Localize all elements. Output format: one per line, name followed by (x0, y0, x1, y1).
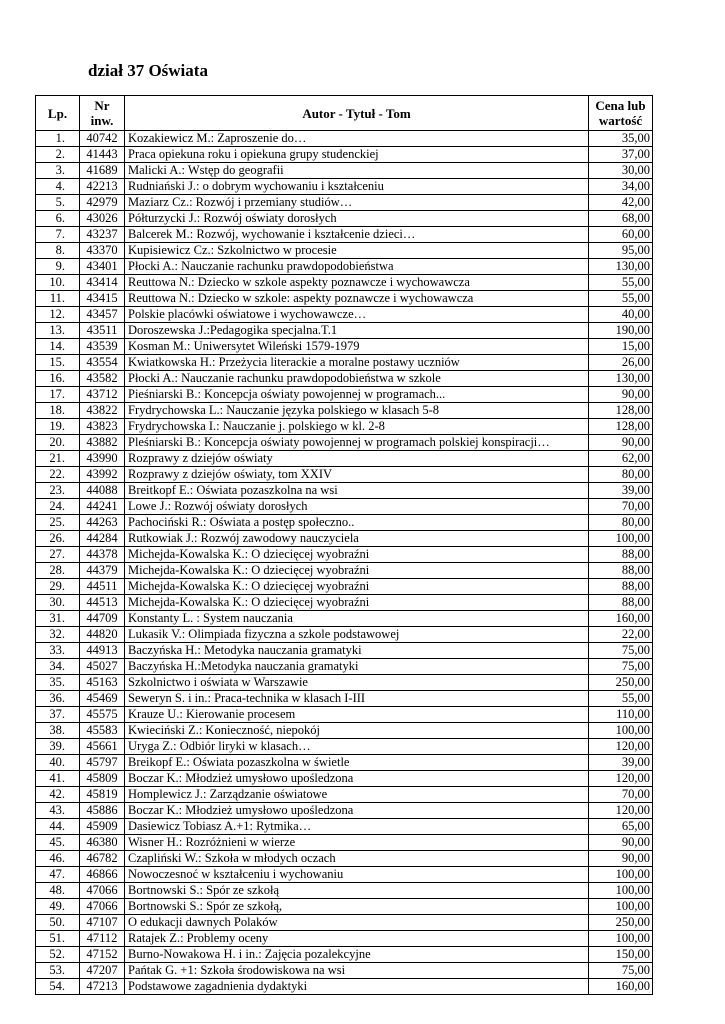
row-inventory-number: 44513 (80, 595, 125, 611)
row-inventory-number: 43026 (80, 211, 125, 227)
row-author-title: Rozprawy z dziejów oświaty, tom XXIV (125, 467, 589, 483)
row-price: 120,00 (589, 803, 653, 819)
row-lp: 12. (36, 307, 80, 323)
row-inventory-number: 44263 (80, 515, 125, 531)
header-author-title: Autor - Tytuł - Tom (125, 96, 589, 131)
row-inventory-number: 44241 (80, 499, 125, 515)
row-lp: 6. (36, 211, 80, 227)
row-inventory-number: 45809 (80, 771, 125, 787)
row-author-title: Frydrychowska I.: Nauczanie j. polskiego w kl. 2-8 (125, 419, 589, 435)
row-inventory-number: 45661 (80, 739, 125, 755)
row-lp: 34. (36, 659, 80, 675)
row-inventory-number: 44088 (80, 483, 125, 499)
row-inventory-number: 43401 (80, 259, 125, 275)
row-author-title: Lukasik V.: Olimpiada fizyczna a szkole podstawowej (125, 627, 589, 643)
row-author-title: Reuttowa N.: Dziecko w szkole aspekty poznawcze i wychowawcza (125, 275, 589, 291)
row-lp: 42. (36, 787, 80, 803)
row-author-title: Lowe J.: Rozwój oświaty dorosłych (125, 499, 589, 515)
row-author-title: Bortnowski S.: Spór ze szkołą (125, 883, 589, 899)
row-lp: 48. (36, 883, 80, 899)
row-price: 130,00 (589, 259, 653, 275)
row-lp: 36. (36, 691, 80, 707)
row-lp: 3. (36, 163, 80, 179)
row-inventory-number: 43414 (80, 275, 125, 291)
row-price: 65,00 (589, 819, 653, 835)
row-price: 60,00 (589, 227, 653, 243)
row-inventory-number: 43511 (80, 323, 125, 339)
row-price: 100,00 (589, 723, 653, 739)
row-lp: 41. (36, 771, 80, 787)
table-row (36, 323, 653, 339)
table-row (36, 675, 653, 691)
table-row (36, 547, 653, 563)
row-author-title: Nowoczesnoć w kształceniu i wychowaniu (125, 867, 589, 883)
row-author-title: Boczar K.: Młodzież umysłowo upośledzona (125, 771, 589, 787)
row-price: 120,00 (589, 771, 653, 787)
header-inventory-number (80, 96, 125, 131)
row-price: 37,00 (589, 147, 653, 163)
row-lp: 10. (36, 275, 80, 291)
row-lp: 30. (36, 595, 80, 611)
row-inventory-number: 47066 (80, 883, 125, 899)
row-inventory-number: 47207 (80, 963, 125, 979)
row-lp: 24. (36, 499, 80, 515)
table-row (36, 579, 653, 595)
row-author-title: Michejda-Kowalska K.: O dziecięcej wyobraźni (125, 579, 589, 595)
row-author-title: Malicki A.: Wstęp do geografii (125, 163, 589, 179)
row-inventory-number: 47152 (80, 947, 125, 963)
row-author-title: Bortnowski S.: Spór ze szkołą, (125, 899, 589, 915)
row-price: 68,00 (589, 211, 653, 227)
row-inventory-number: 45819 (80, 787, 125, 803)
row-price: 110,00 (589, 707, 653, 723)
row-inventory-number: 43712 (80, 387, 125, 403)
row-author-title: Balcerek M.: Rozwój, wychowanie i kształcenie dzieci… (125, 227, 589, 243)
table-row (36, 451, 653, 467)
row-author-title: Wisner H.: Rozróżnieni w wierze (125, 835, 589, 851)
row-lp: 47. (36, 867, 80, 883)
row-lp: 51. (36, 931, 80, 947)
table-row (36, 403, 653, 419)
row-price: 90,00 (589, 387, 653, 403)
row-lp: 46. (36, 851, 80, 867)
table-row (36, 643, 653, 659)
row-price: 250,00 (589, 915, 653, 931)
row-lp: 50. (36, 915, 80, 931)
page-title: dział 37 Oświata (88, 61, 208, 80)
row-lp: 26. (36, 531, 80, 547)
row-author-title: Michejda-Kowalska K.: O dziecięcej wyobraźni (125, 563, 589, 579)
row-inventory-number: 44379 (80, 563, 125, 579)
row-lp: 40. (36, 755, 80, 771)
table-row (36, 515, 653, 531)
row-price: 88,00 (589, 595, 653, 611)
table-row (36, 563, 653, 579)
row-author-title: O edukacji dawnych Polaków (125, 915, 589, 931)
row-lp: 54. (36, 979, 80, 995)
row-inventory-number: 45163 (80, 675, 125, 691)
row-price: 26,00 (589, 355, 653, 371)
row-price: 55,00 (589, 275, 653, 291)
table-row (36, 467, 653, 483)
row-price: 128,00 (589, 403, 653, 419)
row-author-title: Frydrychowska L.: Nauczanie języka polskiego w klasach 5-8 (125, 403, 589, 419)
row-price: 88,00 (589, 547, 653, 563)
header-price (589, 96, 653, 131)
row-lp: 8. (36, 243, 80, 259)
row-price: 30,00 (589, 163, 653, 179)
row-inventory-number: 43415 (80, 291, 125, 307)
table-row (36, 291, 653, 307)
row-author-title: Boczar K.: Młodzież umysłowo upośledzona (125, 803, 589, 819)
row-price: 75,00 (589, 659, 653, 675)
row-price: 160,00 (589, 611, 653, 627)
row-price: 130,00 (589, 371, 653, 387)
row-inventory-number: 45469 (80, 691, 125, 707)
row-author-title: Krauze U.: Kierowanie procesem (125, 707, 589, 723)
row-lp: 7. (36, 227, 80, 243)
row-inventory-number: 44913 (80, 643, 125, 659)
row-author-title: Kwiatkowska H.: Przeżycia literackie a moralne postawy uczniów (125, 355, 589, 371)
row-author-title: Pańtak G. +1: Szkoła środowiskowa na wsi (125, 963, 589, 979)
row-lp: 49. (36, 899, 80, 915)
table-row (36, 179, 653, 195)
row-inventory-number: 47112 (80, 931, 125, 947)
row-author-title: Kozakiewicz M.: Zaproszenie do… (125, 131, 589, 147)
row-author-title: Burno-Nowakowa H. i in.: Zajęcia pozalekcyjne (125, 947, 589, 963)
row-inventory-number: 42979 (80, 195, 125, 211)
row-author-title: Półturzycki J.: Rozwój oświaty dorosłych (125, 211, 589, 227)
row-lp: 27. (36, 547, 80, 563)
table-row (36, 899, 653, 915)
row-author-title: Pieśniarski B.: Koncepcja oświaty powojennej w programach... (125, 387, 589, 403)
header-price-line1: Cena lub (595, 98, 646, 113)
row-author-title: Polskie placówki oświatowe i wychowawcze… (125, 307, 589, 323)
row-price: 34,00 (589, 179, 653, 195)
row-inventory-number: 42213 (80, 179, 125, 195)
row-inventory-number: 45583 (80, 723, 125, 739)
row-price: 128,00 (589, 419, 653, 435)
row-lp: 16. (36, 371, 80, 387)
row-lp: 19. (36, 419, 80, 435)
row-author-title: Reuttowa N.: Dziecko w szkole: aspekty poznawcze i wychowawcza (125, 291, 589, 307)
table-row (36, 307, 653, 323)
row-price: 88,00 (589, 579, 653, 595)
table-row (36, 243, 653, 259)
row-inventory-number: 47107 (80, 915, 125, 931)
row-author-title: Praca opiekuna roku i opiekuna grupy studenckiej (125, 147, 589, 163)
row-author-title: Pachociński R.: Oświata a postęp społeczno.. (125, 515, 589, 531)
row-author-title: Rutkowiak J.: Rozwój zawodowy nauczyciela (125, 531, 589, 547)
row-price: 95,00 (589, 243, 653, 259)
table-row (36, 435, 653, 451)
table-row (36, 387, 653, 403)
row-price: 100,00 (589, 867, 653, 883)
row-author-title: Kwieciński Z.: Konieczność, niepokój (125, 723, 589, 739)
row-price: 55,00 (589, 291, 653, 307)
row-inventory-number: 45797 (80, 755, 125, 771)
row-price: 42,00 (589, 195, 653, 211)
row-lp: 11. (36, 291, 80, 307)
row-inventory-number: 46866 (80, 867, 125, 883)
row-inventory-number: 45909 (80, 819, 125, 835)
table-row (36, 659, 653, 675)
row-price: 35,00 (589, 131, 653, 147)
row-lp: 44. (36, 819, 80, 835)
header-inventory-number-line1: Nr (94, 98, 110, 113)
row-lp: 28. (36, 563, 80, 579)
row-price: 100,00 (589, 883, 653, 899)
row-author-title: Kosman M.: Uniwersytet Wileński 1579-1979 (125, 339, 589, 355)
row-lp: 43. (36, 803, 80, 819)
row-inventory-number: 41689 (80, 163, 125, 179)
row-price: 100,00 (589, 531, 653, 547)
row-lp: 38. (36, 723, 80, 739)
row-inventory-number: 44511 (80, 579, 125, 595)
row-inventory-number: 43823 (80, 419, 125, 435)
table-row (36, 691, 653, 707)
table-row (36, 835, 653, 851)
table-row (36, 499, 653, 515)
row-lp: 15. (36, 355, 80, 371)
row-price: 160,00 (589, 979, 653, 995)
inventory-table (35, 95, 653, 995)
row-lp: 9. (36, 259, 80, 275)
row-author-title: Maziarz Cz.: Rozwój i przemiany studiów… (125, 195, 589, 211)
table-row (36, 867, 653, 883)
table-row (36, 963, 653, 979)
table-header-row (36, 96, 653, 131)
row-lp: 29. (36, 579, 80, 595)
table-row (36, 979, 653, 995)
row-inventory-number: 47213 (80, 979, 125, 995)
row-inventory-number: 46380 (80, 835, 125, 851)
table-body (36, 131, 653, 995)
table-row (36, 147, 653, 163)
row-price: 15,00 (589, 339, 653, 355)
row-lp: 52. (36, 947, 80, 963)
row-author-title: Homplewicz J.: Zarządzanie oświatowe (125, 787, 589, 803)
row-lp: 21. (36, 451, 80, 467)
row-price: 250,00 (589, 675, 653, 691)
row-inventory-number: 43539 (80, 339, 125, 355)
row-price: 75,00 (589, 963, 653, 979)
row-author-title: Uryga Z.: Odbiór liryki w klasach… (125, 739, 589, 755)
row-lp: 45. (36, 835, 80, 851)
row-author-title: Ratajek Z.: Problemy oceny (125, 931, 589, 947)
row-inventory-number: 44820 (80, 627, 125, 643)
table-row (36, 931, 653, 947)
row-author-title: Kupisiewicz Cz.: Szkolnictwo w procesie (125, 243, 589, 259)
row-price: 55,00 (589, 691, 653, 707)
row-inventory-number: 44284 (80, 531, 125, 547)
row-inventory-number: 45027 (80, 659, 125, 675)
table-row (36, 163, 653, 179)
row-lp: 33. (36, 643, 80, 659)
row-inventory-number: 47066 (80, 899, 125, 915)
row-inventory-number: 43582 (80, 371, 125, 387)
row-author-title: Płocki A.: Nauczanie rachunku prawdopodobieństwa w szkole (125, 371, 589, 387)
table-row (36, 755, 653, 771)
row-price: 90,00 (589, 435, 653, 451)
row-lp: 35. (36, 675, 80, 691)
row-lp: 39. (36, 739, 80, 755)
row-inventory-number: 43237 (80, 227, 125, 243)
row-author-title: Płocki A.: Nauczanie rachunku prawdopodobieństwa (125, 259, 589, 275)
row-lp: 13. (36, 323, 80, 339)
table-row (36, 211, 653, 227)
row-price: 100,00 (589, 931, 653, 947)
table-row (36, 483, 653, 499)
row-author-title: Podstawowe zagadnienia dydaktyki (125, 979, 589, 995)
table-row (36, 355, 653, 371)
row-inventory-number: 44709 (80, 611, 125, 627)
row-author-title: Doroszewska J.:Pedagogika specjalna.T.1 (125, 323, 589, 339)
row-author-title: Seweryn S. i in.: Praca-technika w klasach I-III (125, 691, 589, 707)
row-lp: 4. (36, 179, 80, 195)
table-row (36, 371, 653, 387)
row-price: 22,00 (589, 627, 653, 643)
row-lp: 14. (36, 339, 80, 355)
table-row (36, 227, 653, 243)
row-inventory-number: 46782 (80, 851, 125, 867)
table-row (36, 339, 653, 355)
row-price: 70,00 (589, 787, 653, 803)
row-price: 39,00 (589, 755, 653, 771)
row-author-title: Rudniański J.: o dobrym wychowaniu i kształceniu (125, 179, 589, 195)
row-inventory-number: 44378 (80, 547, 125, 563)
row-inventory-number: 43822 (80, 403, 125, 419)
row-author-title: Baczyńska H.:Metodyka nauczania gramatyki (125, 659, 589, 675)
row-price: 88,00 (589, 563, 653, 579)
row-inventory-number: 43554 (80, 355, 125, 371)
table-row (36, 947, 653, 963)
row-inventory-number: 43457 (80, 307, 125, 323)
row-price: 70,00 (589, 499, 653, 515)
table-row (36, 131, 653, 147)
row-price: 120,00 (589, 739, 653, 755)
row-inventory-number: 41443 (80, 147, 125, 163)
row-lp: 25. (36, 515, 80, 531)
row-lp: 37. (36, 707, 80, 723)
table-row (36, 883, 653, 899)
table-row (36, 803, 653, 819)
row-lp: 53. (36, 963, 80, 979)
table-row (36, 851, 653, 867)
row-author-title: Rozprawy z dziejów oświaty (125, 451, 589, 467)
table-row (36, 595, 653, 611)
row-price: 90,00 (589, 835, 653, 851)
header-lp: Lp. (36, 96, 80, 131)
table-row (36, 531, 653, 547)
table-row (36, 739, 653, 755)
row-lp: 20. (36, 435, 80, 451)
row-price: 190,00 (589, 323, 653, 339)
row-author-title: Pleśniarski B.: Koncepcja oświaty powojennej w programach polskiej konspiracji… (125, 435, 589, 451)
row-author-title: Konstanty L. : System nauczania (125, 611, 589, 627)
row-inventory-number: 43370 (80, 243, 125, 259)
row-inventory-number: 40742 (80, 131, 125, 147)
header-inventory-number-line2: inw. (90, 113, 114, 128)
table-row (36, 707, 653, 723)
row-author-title: Czapliński W.: Szkoła w młodych oczach (125, 851, 589, 867)
row-lp: 1. (36, 131, 80, 147)
row-lp: 5. (36, 195, 80, 211)
row-author-title: Dasiewicz Tobiasz A.+1: Rytmika… (125, 819, 589, 835)
row-lp: 2. (36, 147, 80, 163)
table-row (36, 275, 653, 291)
row-inventory-number: 43992 (80, 467, 125, 483)
row-author-title: Szkolnictwo i oświata w Warszawie (125, 675, 589, 691)
row-price: 90,00 (589, 851, 653, 867)
row-price: 80,00 (589, 515, 653, 531)
row-author-title: Michejda-Kowalska K.: O dziecięcej wyobraźni (125, 595, 589, 611)
table-row (36, 419, 653, 435)
row-lp: 18. (36, 403, 80, 419)
row-author-title: Breitkopf E.: Oświata pozaszkolna na wsi (125, 483, 589, 499)
table-row (36, 627, 653, 643)
row-price: 62,00 (589, 451, 653, 467)
row-inventory-number: 43882 (80, 435, 125, 451)
row-author-title: Baczyńska H.: Metodyka nauczania gramatyki (125, 643, 589, 659)
table-row (36, 195, 653, 211)
header-price-line2: wartość (598, 113, 643, 128)
row-price: 100,00 (589, 899, 653, 915)
table-row (36, 771, 653, 787)
row-price: 80,00 (589, 467, 653, 483)
row-lp: 32. (36, 627, 80, 643)
row-lp: 23. (36, 483, 80, 499)
row-price: 150,00 (589, 947, 653, 963)
row-author-title: Breikopf E.: Oświata pozaszkolna w świetle (125, 755, 589, 771)
row-author-title: Michejda-Kowalska K.: O dziecięcej wyobraźni (125, 547, 589, 563)
table-row (36, 723, 653, 739)
row-price: 75,00 (589, 643, 653, 659)
table-row (36, 611, 653, 627)
row-price: 40,00 (589, 307, 653, 323)
table-row (36, 787, 653, 803)
row-inventory-number: 43990 (80, 451, 125, 467)
row-lp: 17. (36, 387, 80, 403)
table-row (36, 819, 653, 835)
table-row (36, 259, 653, 275)
table-row (36, 915, 653, 931)
row-inventory-number: 45575 (80, 707, 125, 723)
row-inventory-number: 45886 (80, 803, 125, 819)
row-lp: 22. (36, 467, 80, 483)
row-price: 39,00 (589, 483, 653, 499)
row-lp: 31. (36, 611, 80, 627)
